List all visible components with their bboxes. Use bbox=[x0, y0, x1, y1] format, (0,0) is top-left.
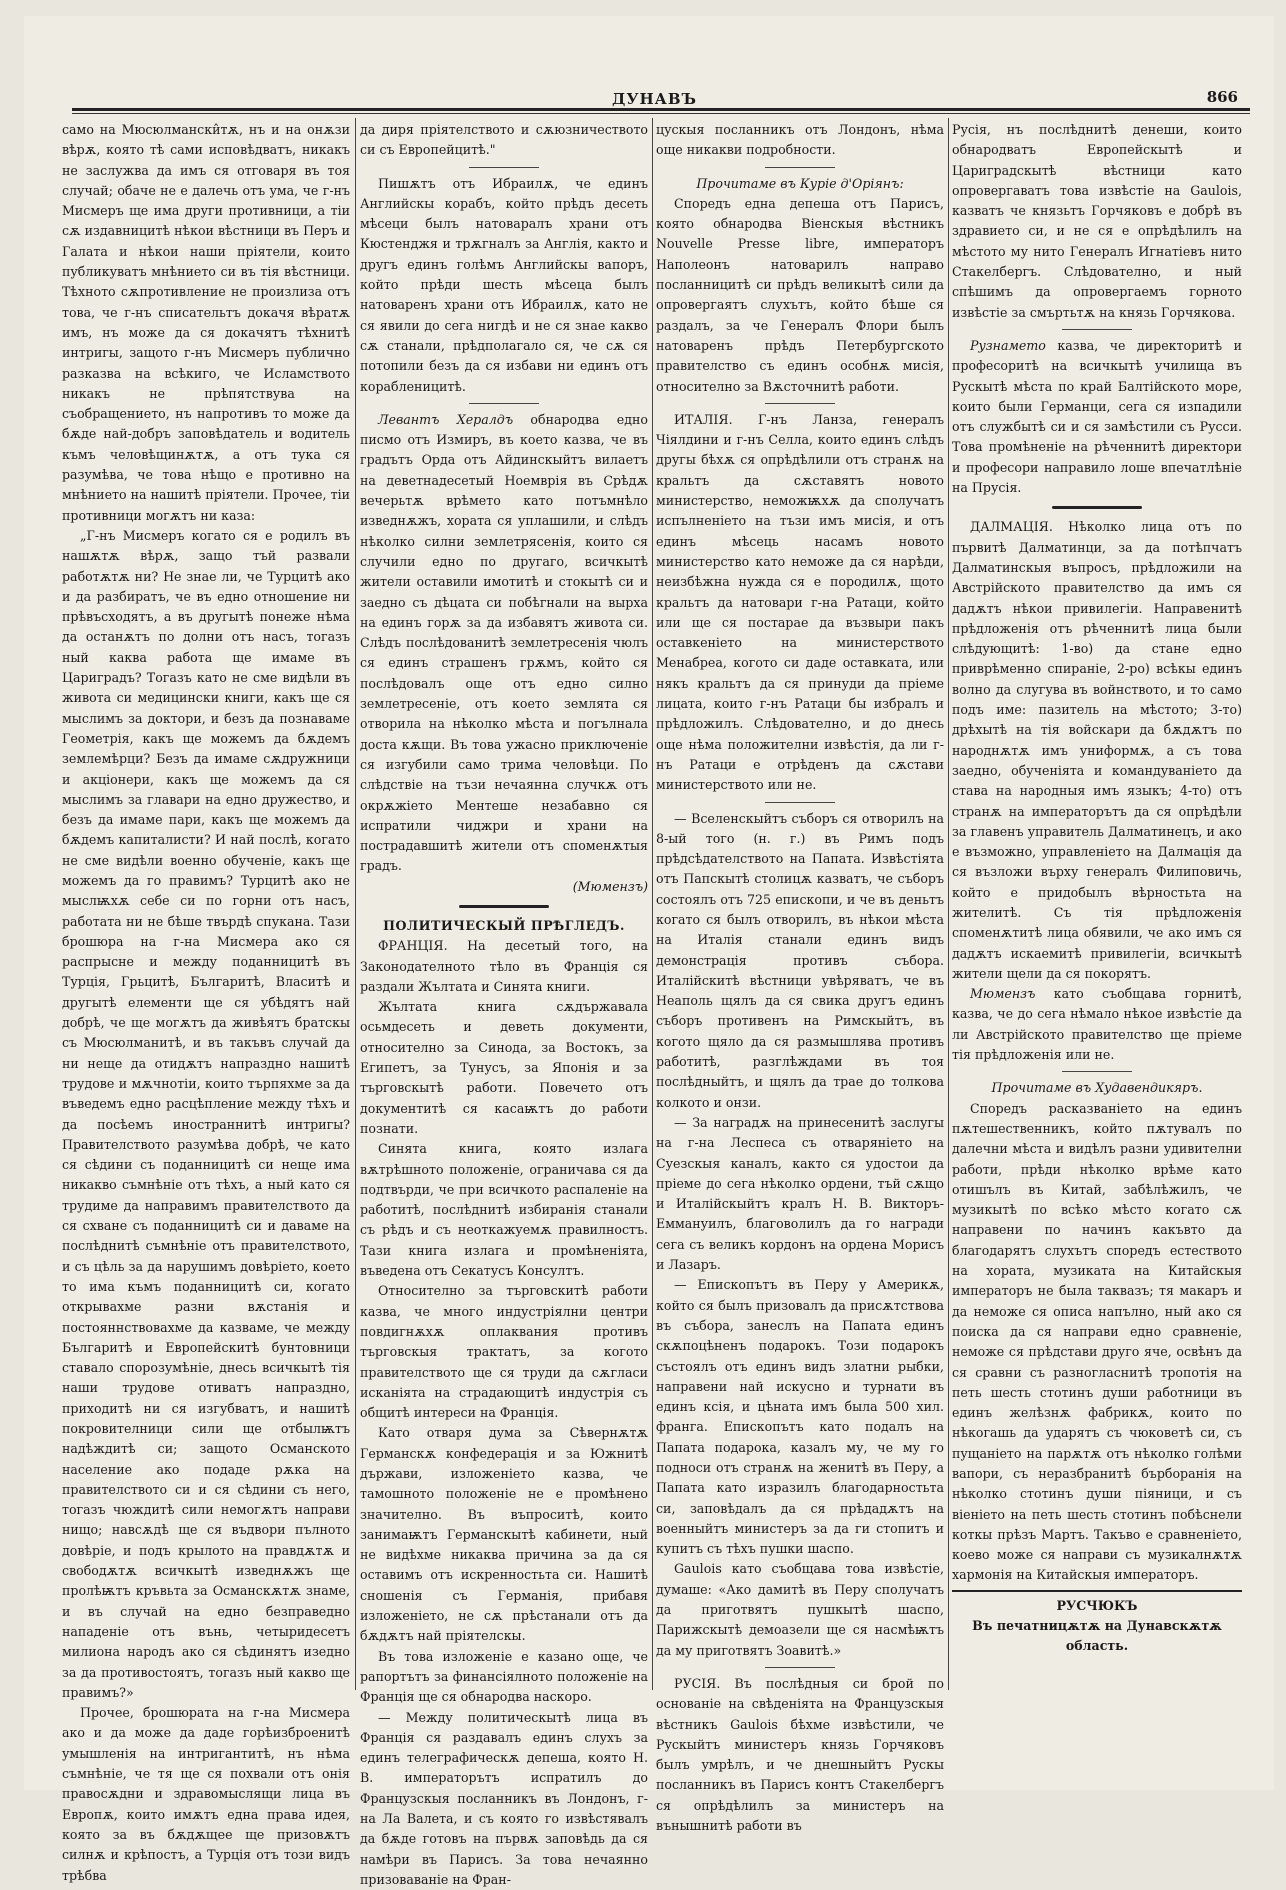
ornament-rule bbox=[1052, 506, 1142, 509]
footer-rule bbox=[952, 1590, 1242, 1592]
paragraph: — Вселенскыйтъ съборъ ся отворилъ на 8-ый того (н. г.) въ Римъ подъ прѣдсѣдателството на Папата. Извѣстіята отъ Папскытѣ столицѫ казватъ, че съборъ состоялъ отъ 725 епископи, и че въ деньтъ когато ся былъ отворилъ, въ нѣкои мѣста на Италія станали единъ видъ демонстрація противъ събора. Италійскитѣ вѣстници увѣряватъ, че въ Неаполь щялъ да ся свика другъ единъ съборъ противенъ на Римскыйтъ, въ когото щяло да ся размышлява противъ работитѣ, разглѣждами въ тоя послѣдныйтъ, и щялъ да трае до толкова колкото и онзи. bbox=[656, 810, 944, 1110]
masthead bbox=[52, 86, 1250, 110]
paragraph: Прочее, брошюрата на г-на Мисмера ако и да може да даде горѣизброенитѣ умышленія на интригантитѣ, нъ нѣма съмнѣніе, че тя ще ся похвали отъ онія правосѫдни и здравомыслящи лица въ Европѫ, които имѫтъ една права идея, която за въ бѫдѫщее ще призовѫтъ силнѫ и крѣпостъ, а Турція отъ този видъ трѣбва bbox=[62, 1705, 350, 1883]
imprint-city: РУСЧЮКЪ bbox=[1056, 1597, 1138, 1613]
separator bbox=[1062, 1071, 1132, 1072]
imprint-text: Въ печатницѫтѫ на Дунавскѫтѫ область. bbox=[972, 1618, 1222, 1654]
paragraph: — Епископътъ въ Перу у Америкѫ, който ся былъ призовалъ да присѫтствова въ събора, занеслъ на Папата единъ скѫпоцѣненъ подарокъ. Този подарокъ състоялъ отъ единъ видъ златни рыбки, направени най искусно и турнати въ единъ ксія, и цѣната имъ была 500 хил. франга. Епископътъ като подалъ на Папата подарока, казалъ му, че му го подноси отъ странѫ на женитѣ въ Перу, а Папата като изразилъ благодарностьта си, заповѣдалъ да ся прѣдадѫтъ на военныйтъ министеръ за да ги стопитъ и купитъ съ тѣхъ пушки шаспо. bbox=[656, 1277, 944, 1557]
paragraph: Относително за търговскитѣ работи казва, че много индустріялни центри повдигнѫхѫ оплаквания противъ търговскыя трактатъ, за когото правителството ще ся труди да сѫгласи исканіята на страдающитѣ индустрія съ общитѣ интереси на Франція. bbox=[360, 1283, 648, 1421]
page-number: 866 bbox=[1206, 88, 1238, 106]
column-divider bbox=[355, 118, 356, 1690]
paragraph: — За наградѫ на принесенитѣ заслугы на г-на Леспеса съ отваряніето на Суезскыя каналъ, както ся удостои да пріеме до сега нѣколко ордени, тъй сѫщо и Италійскыйтъ кралъ Н. В. Викторъ-Еммануилъ, благоволилъ да го награди сега съ великъ кордонъ на ордена Морисъ и Лазаръ. bbox=[656, 1114, 944, 1273]
paragraph: — Между политическытѣ лица въ Франція ся раздавалъ единъ слухъ за единъ телеграфическѫ депеша, която Н. В. императорътъ испратилъ до Французскыя посланникъ въ Лондонъ, г-на Ла Валета, и съ която го извѣстявалъ да бѫде готовъ на първѫ заповѣдь да ся намѣри въ Парисъ. За това нечаянно призоваваніе на Фран- bbox=[360, 1709, 648, 1887]
separator bbox=[765, 1667, 835, 1668]
separator bbox=[765, 167, 835, 168]
column-3 bbox=[656, 120, 944, 1834]
paragraph: Русія, нъ послѣднитѣ денеши, които обнародватъ Европейскытѣ и Цариградскытѣ вѣстници като опровергаватъ това извѣстіе на Gaulois, казватъ че князьтъ Горчяковъ е добрѣ въ здравието си, и не ся е опрѣдѣлилъ на мѣстото му нито Генералъ Игнатіевъ нито Стакелбергъ. Слѣдователно, и ный спѣшимъ да опровергаемъ горното извѣстіе за смъртьтѫ на князь Горчякова. bbox=[952, 122, 1242, 320]
paragraph: ФРАНЦІЯ. На десетый того, на Законодателното тѣло въ Франція ся раздали Жълтата и Синята книги. bbox=[360, 938, 648, 994]
ornament-rule bbox=[459, 905, 549, 908]
column-divider bbox=[652, 118, 653, 1690]
separator bbox=[765, 802, 835, 803]
paragraph: Като отваря дума за Сѣвернѫтѫ Германскѫ конфедерація и за Южнитѣ държави, изложеніето казва, че тамошното положеніе не е промѣнено значително. Въ въпроситѣ, които занимаѭтъ Германскытѣ кабинети, ный не видѣхме никаква причина за да ся оставимъ отъ искренностьта си. Нашитѣ сношенія съ Германія, прибавя изложеніето, не сѫ прѣстанали отъ да бѫдѫтъ най пріятелскы. bbox=[360, 1425, 648, 1644]
paragraph: Споредъ расказваніето на единъ пѫтешественникъ, който пѫтувалъ по далечни мѣста и видѣлъ разни удивителни работи, прѣди нѣколко врѣме като отишълъ въ Китай, забѣлѣжилъ, че музикытѣ по всѣко мѣсто когато сѫ направени по начинъ какъвто да благодарятъ слухътъ споредъ естеството на хората, музиката на Китайскыя императоръ не была таквазъ; тя макаръ и да неможе ся описа напълно, ный ако ся поиска да ся направи едно сравненіе, неможе ся прѣдстави друго яче, освѣнъ да ся сравни съ разногласнитѣ тропотія на петь шесть стотинъ души работници въ единъ желѣзнѫ фабрикѫ, които по нѣкогашь да ударятъ съ чюковетѣ си, съ пущаніето на парѫтѫ отъ нѣколко голѣми вапори, съ неразбранитѣ бърборанія на нѣколко стотинъ души піяници, и съ віеніето на петь шесть стотинъ побѣснели коткы прѣзъ Мартъ. Такъво е сравненіето, коево може ся направи съ музикалнѫтѫ хармонія на Китайскыя императоръ. bbox=[952, 1100, 1242, 1583]
paragraph: ДАЛМАЦІЯ. Нѣколко лица отъ по първитѣ Далматинци, за да потѣпчатъ Далматинскыя въпросъ, прѣдложили на Австрійското правителство да имъ ся дадѫтъ нѣкои привилегіи. Направенитѣ прѣдложенія отъ рѣченнитѣ лица были слѣдующитѣ: 1-во) да стане едно приврѣменно спираніе, 2-ро) всѣкы единъ волно да слугува въ войнството, и то само подъ име: пазитель на мѣстото; 3-то) дрѣхытѣ на тія войскари да бѫдѫтъ по народнѫтѫ имъ униформѫ, а съ това заедно, обученіята и командуваніето да става на народныя имъ языкъ; 4-то) отъ странѫ на императорътъ да ся опрѣдѣли за главенъ управитель Далматинецъ, и ако е възможно, управленіето на Далмація да ся възложи върху генералъ Филиповичь, който е придобылъ вѣрностьта на жителитѣ. Съ тія прѣдложенія споменѫтитѣ лица обявили, че ако имъ ся дадѫтъ искаемитѣ привилегіи, всичкытѣ жители щели да ся покорятъ. bbox=[952, 519, 1242, 981]
source-name: Мюмензъ bbox=[970, 986, 1036, 1002]
column-2 bbox=[360, 120, 648, 1887]
column-4 bbox=[952, 120, 1242, 1760]
paragraph-text: обнародва едно писмо отъ Измиръ, въ което казва, че въ градътъ Орда отъ Айдинскыйтъ вилаетъ на деветнадесетый Ноемврія въ Срѣдѫ вечерьтѫ врѣмето като потъмнѣло изведнѫжъ, хората ся уплашили, и слѣдъ нѣколко силни землетрясенія, които ся случили едно по другаго, всичкытѣ жители оставили имотитѣ и стокытѣ си и заедно съ дѣцата си побѣгнали на вырха на единъ горѫ за да избавятъ живота си. Слѣдъ послѣдованитѣ землетресенія чюлъ ся единъ страшенъ грѫмъ, който ся послѣдовалъ още отъ едно силно землетресеніе, отъ което землята ся отворила на нѣколко мѣста и погълнала доста кѫщи. Въ това ужасно приключеніе ся изгубили само трима человѣци. По слѣдствіе на тъзи нечаянна случкѫ отъ окрѫжіето Ментеше незабавно ся испратили чиджри и храни на пострадавшитѣ жители отъ споменѫтыя градъ. bbox=[360, 411, 648, 874]
source-heading: Прочитаме въ Худавендикяръ. bbox=[991, 1080, 1203, 1096]
source-heading: Прочитаме въ Куріе д'Оріянъ: bbox=[696, 175, 904, 191]
paragraph bbox=[360, 410, 648, 877]
column-1 bbox=[62, 120, 350, 1883]
paragraph: ИТАЛІЯ. Г-нъ Ланза, генералъ Чіялдини и г-нъ Селла, които единъ слѣдъ другы бѣхѫ ся опрѣдѣлили отъ странѫ на кральтъ да сѫставятъ новото министерство, неможѭхѫ да сполучатъ испълненіето на тъзи имъ мисія, и отъ единъ мѣсець насамъ новото министерство като неможе да ся нарѣди, неизбѣжна нужда ся е породилѫ, щото кральтъ да натовари г-на Ратаци, който или ще ся постарае да възвыри пакъ оставкеніето на министерството Менабреа, когото си даде оставката, или някъ кральтъ да ся принуди да пріеме лицата, които г-нъ Ратаци бы избралъ и прѣдложилъ. Слѣдователно, и до днесь още нѣма положителни извѣстія, да ли г-нъ Ратаци е отрѣденъ да сѫстави министерството или не. bbox=[656, 411, 944, 793]
paragraph: Синята книга, която излага вѫтрѣшното положеніе, ограничава ся да подтвърди, че при всичкото распаленіе на работитѣ, послѣднитѣ избиранія станали съ рѣдъ и съ неоткажуемѫ правилностъ. Тази книга излага и промѣненіята, въведена отъ Секатусъ Консултъ. bbox=[360, 1141, 648, 1279]
paragraph bbox=[952, 984, 1242, 1065]
paragraph: Споредъ една депеша отъ Парисъ, която обнародва Віенскыя вѣстникъ Nouvelle Presse libre, императоръ Наполеонъ натоварилъ направо посланницитѣ си прѣдъ великытѣ сили да опровергаятъ слухътъ, който бѣше ся раздалъ, за че Генералъ Флори былъ натоваренъ прѣдъ Петербургското правителство съ единъ особнѫ мисія, относително за Вѫсточнитѣ работи. bbox=[656, 195, 944, 394]
paragraph: Въ това изложеніе е казано още, че рапортътъ за финансіялното положеніе на Франція ще ся обнародва наскоро. bbox=[360, 1648, 648, 1705]
separator bbox=[469, 167, 539, 168]
source-name: Левантъ Хералдъ bbox=[378, 411, 514, 427]
header-rule-thin bbox=[72, 113, 1250, 114]
separator bbox=[469, 403, 539, 404]
paragraph: само на Мюсюлмански̂тѫ, нъ и на онѫзи вѣрѫ, която тѣ сами исповѣдватъ, никакъ не заслужва да имъ ся отговаря въ тоя случай; обаче не е далечь отъ ума, че г-нъ Мисмеръ ще има други противници, а тіи сѫ издавницитѣ нѣкои вѣстници въ Перъ и Галата и нѣкои наши пріятели, които публикуватъ мнѣнието си въ тія вѣстници. Тѣхното сѫпротивление не произлиза отъ това, че г-нъ списательтъ докачя вѣратѫ имъ, нъ може да ся докачятъ тѣхнитѣ интригы, защото г-нъ Мисмеръ публично разказва на всѣкиго, че Исламството никакъ не прѣпятствува на съобращението, нъ напротивъ то може да бѫде най-добръ заповѣдатель и водитель къмъ человѣщинѫтѫ, а отъ тука ся разумѣва, че това нѣщо е противно на мнѣнието на нашитѣ пріятели. Прочее, тіи противници могѫтъ ни каза: bbox=[62, 122, 350, 523]
paragraph: Жълтата книга сѫдържавала осьмдесеть и деветь документи, относително за Синода, за Востокъ, за Египетъ, за Тунусъ, за Японія и за търговскытѣ работи. Повечето отъ документитѣ ся касаѭтъ до работи познати. bbox=[360, 999, 648, 1136]
paragraph-text: като съобщава горнитѣ, казва, че до сега нѣмало нѣкое извѣстіе да ли Австрійското правителство ще пріеме тія прѣдложенія или не. bbox=[952, 986, 1242, 1063]
paragraph: да диря пріятелството и сѫюзничеството си съ Европейцитѣ." bbox=[360, 122, 648, 158]
source-name: Рузнамето bbox=[970, 337, 1046, 353]
paragraph: Gaulois като съобщава това извѣстіе, думаше: «Ако дамитѣ въ Перу сполучатъ да приготвятъ пушкытѣ шаспо, Парижскытѣ демоазели ще ся насмѣѭтъ да му приготвятъ Зоавитѣ.» bbox=[656, 1561, 944, 1658]
separator bbox=[1062, 329, 1132, 330]
column-divider bbox=[948, 118, 949, 1690]
section-heading: ПОЛИТИЧЕСКЫЙ ПРѢГЛЕДЪ. bbox=[383, 917, 625, 933]
paragraph bbox=[952, 336, 1242, 498]
paragraph: РУСІЯ. Въ послѣдныя си брой по основаніе на свѣденіята на Французскыя вѣстникъ Gaulois бѣхме извѣстили, че Рускыйтъ министеръ князь Горчяковъ былъ умрѣлъ, и че днешныйтъ Рускы посланникъ въ Парисъ контъ Стакелбергъ ся опрѣдѣлилъ за министеръ на вънышнитѣ работи въ bbox=[656, 1675, 944, 1834]
paragraph: „Г-нъ Мисмеръ когато ся е родилъ въ нашѫтѫ вѣрѫ, защо тъй развали работѫтѫ ни? Не знае ли, че Турцитѣ ако и да разбиратъ, че въ едно отношение ни прѣвъсходятъ, а въ другытѣ понеже нѣма да останѫтъ по долни отъ насъ, тогазъ ный каква работа ще имаме въ Цариградъ? Тогазъ като не сме видѣли въ живота си медицински книги, какъ ще ся мыслимъ за доктори, и безъ да познаваме Геометрія, какъ ще можемъ да бѫдемъ землемѣрци? Безъ да имаме сѫдружници и акціонери, какъ ще можемъ да ся мыслимъ за главари на едно дружество, и безъ да имаме пари, какъ ще можемъ да бѫдемъ капиталисти? И най послѣ, когато не сме видѣли военно обученіе, какъ ще можемъ да го правимъ? Турцитѣ ако не мыслѭхѫ себе си по горни отъ насъ, работата ни не бѣше твърдѣ спукана. Тази брошюра на г-на Мисмера ако ся распрысне и между поданницитѣ въ Турція, Грьцитѣ, Българитѣ, Власитѣ и другытѣ елементи ще ся убѣдятъ най добрѣ, че ще могѫтъ да живѣятъ братскы съ Мюсюлманитѣ, и въ такъвъ случай да ни неще да отидѫтъ напраздно нашитѣ трудове и мѫчнотіи, които търпяхме за да въведемъ едно расцѣпление между тѣхъ и да посѣемъ иностраннитѣ интригы? Правителството разумѣва добрѣ, че като ся сѣдини съ поданницитѣ си неще има никакво съмнѣніе отъ тѣхъ, а ный като ся трудиме да направимъ правителството да ся схване съ поданницитѣ си и даваме на послѣднитѣ съмнѣніе отъ правителството, и съ цѣль за да нарушимъ довѣріето, което то има къмъ поданницитѣ си, когато открывахме разни вѫстанія и постояннствовахме да казваме, че между Българитѣ и Европейскитѣ бунтовници ставало спорозумѣніе, днесь всичкытѣ тія наши трудове отиватъ напраздно, приходитѣ ни ся изгубватъ, и нашитѣ покровителници сили ще отбылѭтъ надѣждитѣ си; защото Османското население ако подаде рѫка на правителството си и ся сѣдини съ него, тогазъ чюждитѣ сили немогѫтъ направи нищо; навсѫдѣ ще ся въдвори пълното довѣріе, и подъ крылото на правдѫтѫ и свободѫтѫ всичкытѣ изведнѫжъ ще пролѣѭтъ кръвьта за Османскѫтѫ знаме, и въ случай на едно безправедно нападеніе отъ вънь, четыридесетъ милиона народъ ако ся сѣдинятъ изедно за да противостоятъ, тогазъ ный какво ще правимъ?» bbox=[62, 527, 350, 1700]
separator bbox=[765, 403, 835, 404]
paragraph-text: казва, че директоритѣ и професоритѣ на всичкытѣ училища въ Рускытѣ мѣста по край Балтійското море, които были Германци, сега ся изпадили отъ службытѣ си и ся замѣстили съ Русси. Това промѣненіе на рѣченнитѣ директори и професори направило лоше впечатлѣніе на Прусія. bbox=[952, 337, 1242, 496]
newspaper-title: ДУНАВЪ bbox=[612, 90, 697, 108]
paragraph: цускыя посланникъ отъ Лондонъ, нѣма още никакви подробности. bbox=[656, 122, 944, 158]
header-rule bbox=[72, 108, 1250, 111]
paragraph: Пишѫтъ отъ Ибраилѫ, че единъ Английскы корабъ, който прѣдъ десеть мѣсеци былъ натоваралъ храни отъ Кюстенджя и трѫгналъ за Англія, както и другъ единъ голѣмъ Английскы вапоръ, който прѣди шесть мѣсеца былъ натоваренъ храни отъ Ибраилѫ, като не ся явили до сега нигдѣ и не ся знае какво сѫ станали, прѣдполагало ся, че сѫ ся потопили безъ да ся избави ни единъ отъ корабленицитѣ. bbox=[360, 175, 648, 394]
signature: (Мюмензъ) bbox=[572, 878, 648, 894]
